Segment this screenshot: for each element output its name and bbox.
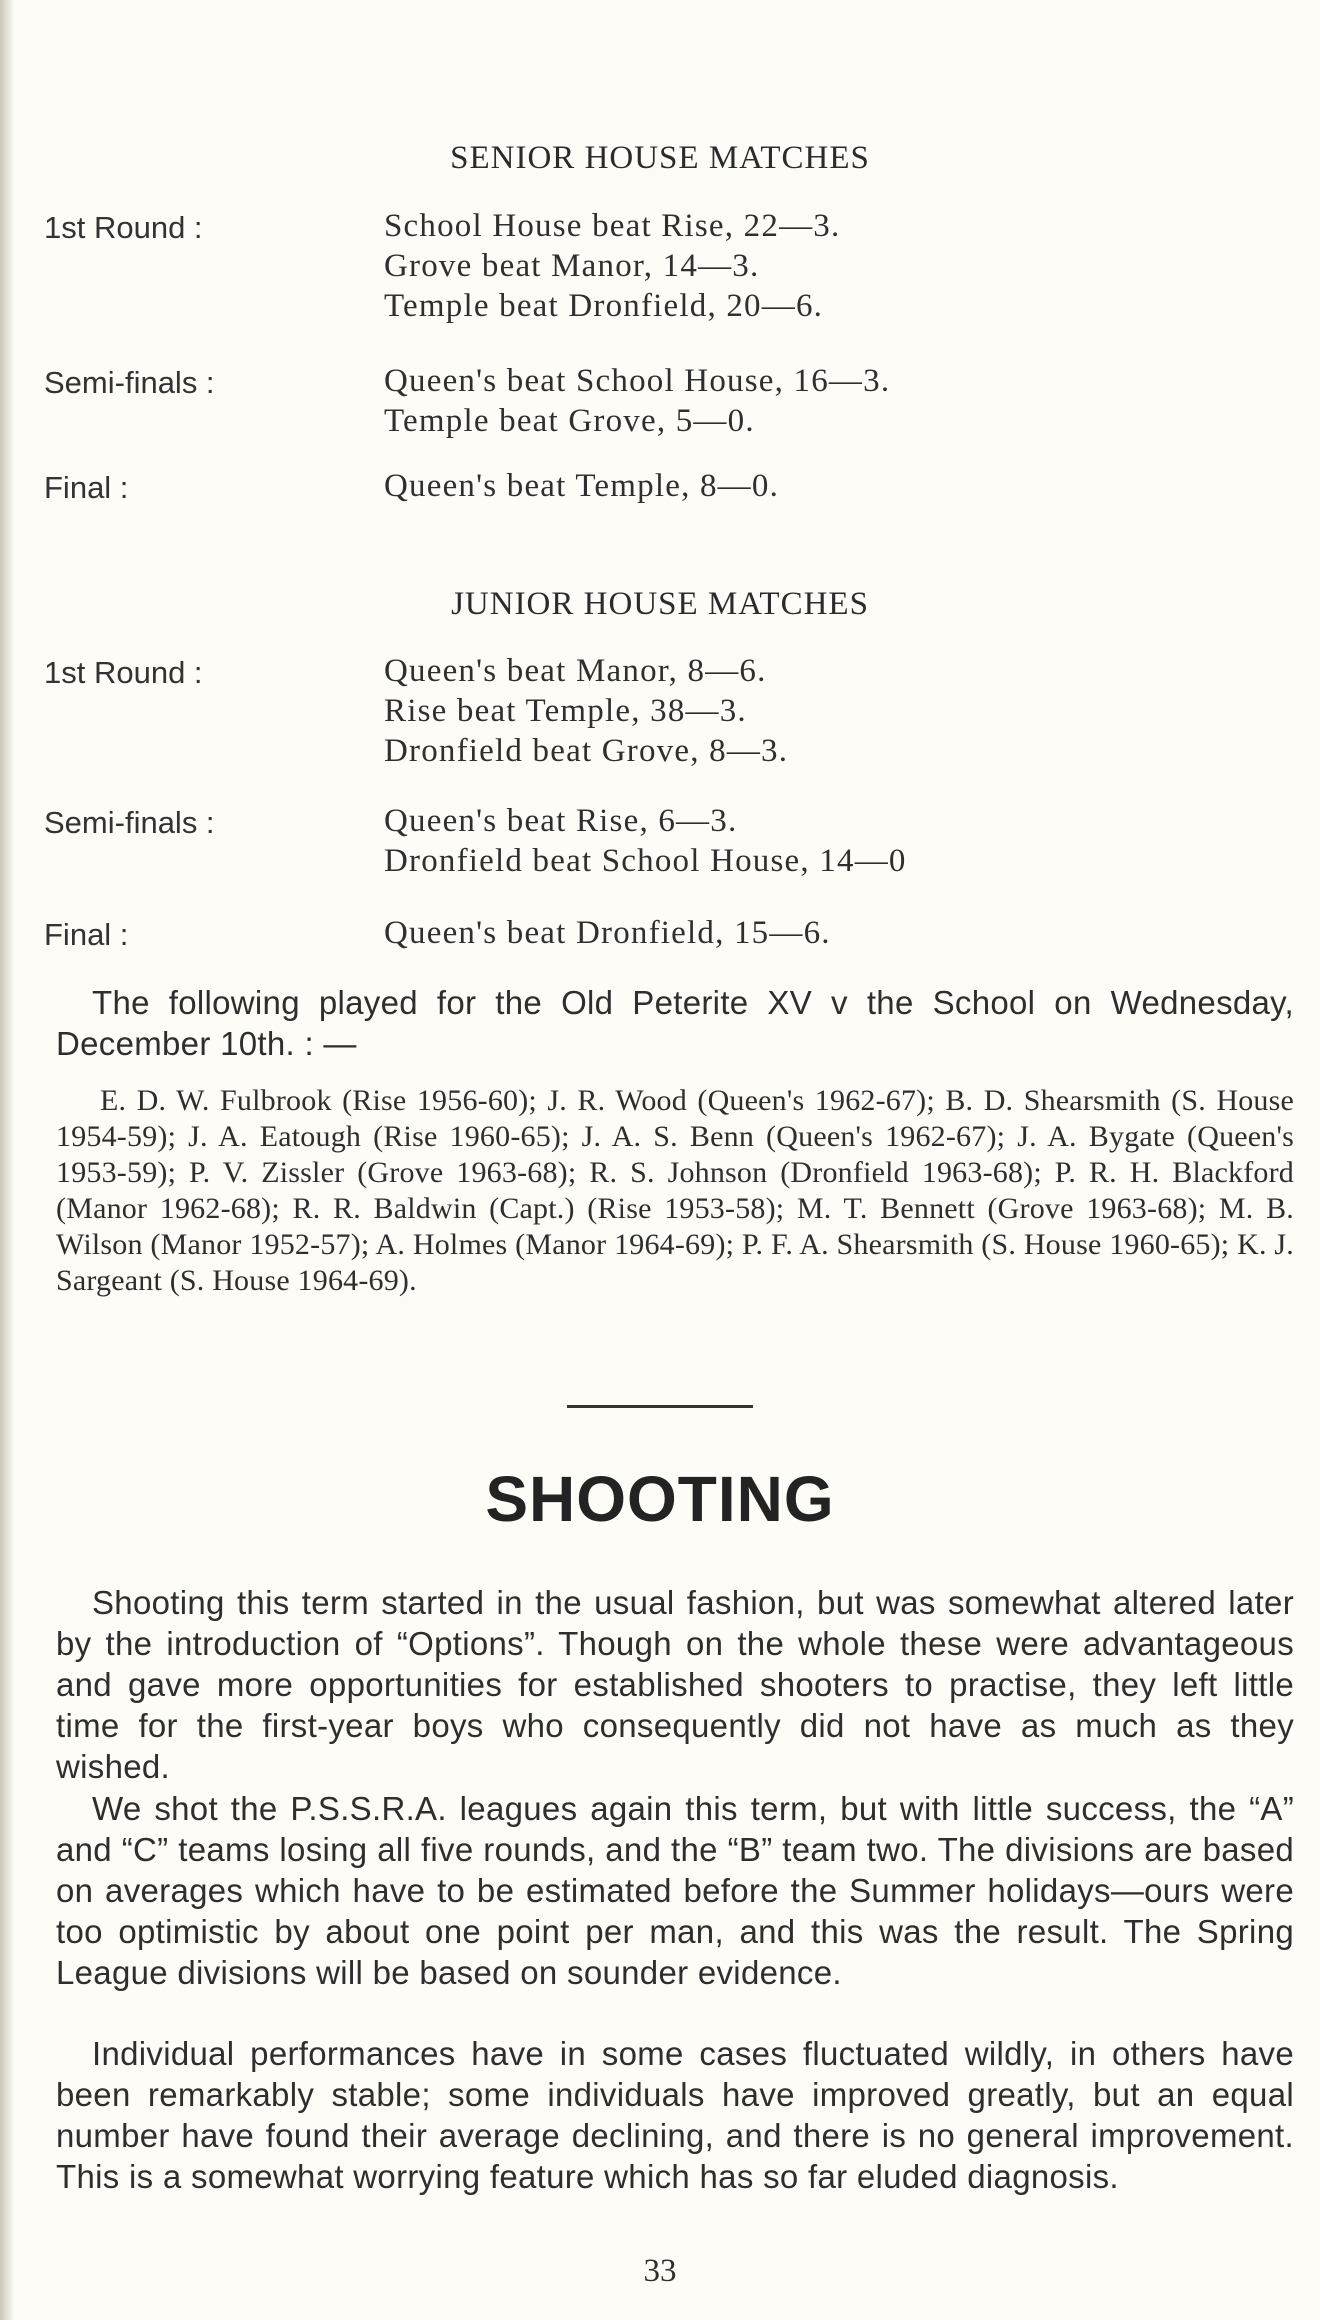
shooting-paragraph-1: Shooting this term started in the usual fashion, but was somewhat altered later by the introduction of “Options”. Though on the whole these were advantageous and gave more opportunities for established shooters to practise, they left little time for the first-year boys who consequently did not have as much as they wished. xyxy=(56,1584,1294,1785)
old-peterite-team-list: E. D. W. Fulbrook (Rise 1956-60); J. R. Wood (Queen's 1962-67); B. D. Shearsmith (S. House 1954-59); J. A. Eatough (Rise 1960-65); J. A. S. Benn (Queen's 1962-67); J. A. Bygate (Queen's 1953-59); P. V. Zissler (Grove 1963-68); R. S. Johnson (Dronfield 1963-68); P. R. H. Blackford (Manor 1962-68); R. R. Baldwin (Capt.) (Rise 1953-58); M. T. Bennett (Grove 1963-68); M. B. Wilson (Manor 1952-57); A. Holmes (Manor 1964-69); P. F. A. Shearsmith (S. House 1960-65); K. J. Sargeant (S. House 1964-69). xyxy=(56,1084,1294,1297)
page-edge-shadow xyxy=(0,0,14,2320)
result-line: Queen's beat Rise, 6—3. xyxy=(384,803,738,839)
result-line: Rise beat Temple, 38—3. xyxy=(384,693,747,729)
section-divider xyxy=(567,1405,753,1408)
senior-semifinal-results xyxy=(384,361,890,441)
junior-round-results xyxy=(384,651,788,771)
senior-round-results xyxy=(384,206,840,326)
senior-final-results xyxy=(384,466,779,506)
junior-final-results xyxy=(384,913,831,953)
page-number: 33 xyxy=(643,2253,677,2289)
result-line: Queen's beat School House, 16—3. xyxy=(384,363,891,399)
result-line: Grove beat Manor, 14—3. xyxy=(384,248,760,284)
result-line: Queen's beat Dronfield, 15—6. xyxy=(384,915,831,951)
senior-round-label: 1st Round : xyxy=(44,210,203,245)
shooting-paragraph-2: We shot the P.S.S.R.A. leagues again this term, but with little success, the “A” and “C” teams losing all five rounds, and the “B” team two. The divisions are based on averages which have to be estimated before the Summer holidays—ours were too optimistic by about one point per man, and this was the result. The Spring League divisions will be based on sounder evidence. xyxy=(56,1790,1294,1991)
junior-final-label: Final : xyxy=(44,917,129,952)
junior-semifinal-results xyxy=(384,801,907,881)
old-peterite-intro: The following played for the Old Peterite XV v the School on Wednesday, December 10th. : — xyxy=(56,984,1294,1062)
junior-heading: JUNIOR HOUSE MATCHES xyxy=(451,586,869,622)
shooting-paragraph-3: Individual performances have in some cases fluctuated wildly, in others have been remarkably stable; some individuals have improved greatly, but an equal number have found their average declining, and there is no general improvement. This is a somewhat worrying feature which has so far eluded diagnosis. xyxy=(56,2035,1294,2195)
senior-semifinal-label: Semi-finals : xyxy=(44,365,215,400)
result-line: Dronfield beat Grove, 8—3. xyxy=(384,733,789,769)
result-line: Dronfield beat School House, 14—0 xyxy=(384,843,907,879)
result-line: Queen's beat Manor, 8—6. xyxy=(384,653,767,689)
result-line: School House beat Rise, 22—3. xyxy=(384,208,841,244)
result-line: Temple beat Dronfield, 20—6. xyxy=(384,288,824,324)
senior-final-label: Final : xyxy=(44,470,129,505)
result-line: Queen's beat Temple, 8—0. xyxy=(384,468,780,504)
shooting-title: SHOOTING xyxy=(485,1463,835,1535)
senior-heading: SENIOR HOUSE MATCHES xyxy=(450,140,870,176)
junior-round-label: 1st Round : xyxy=(44,655,203,690)
junior-semifinal-label: Semi-finals : xyxy=(44,805,215,840)
result-line: Temple beat Grove, 5—0. xyxy=(384,403,755,439)
